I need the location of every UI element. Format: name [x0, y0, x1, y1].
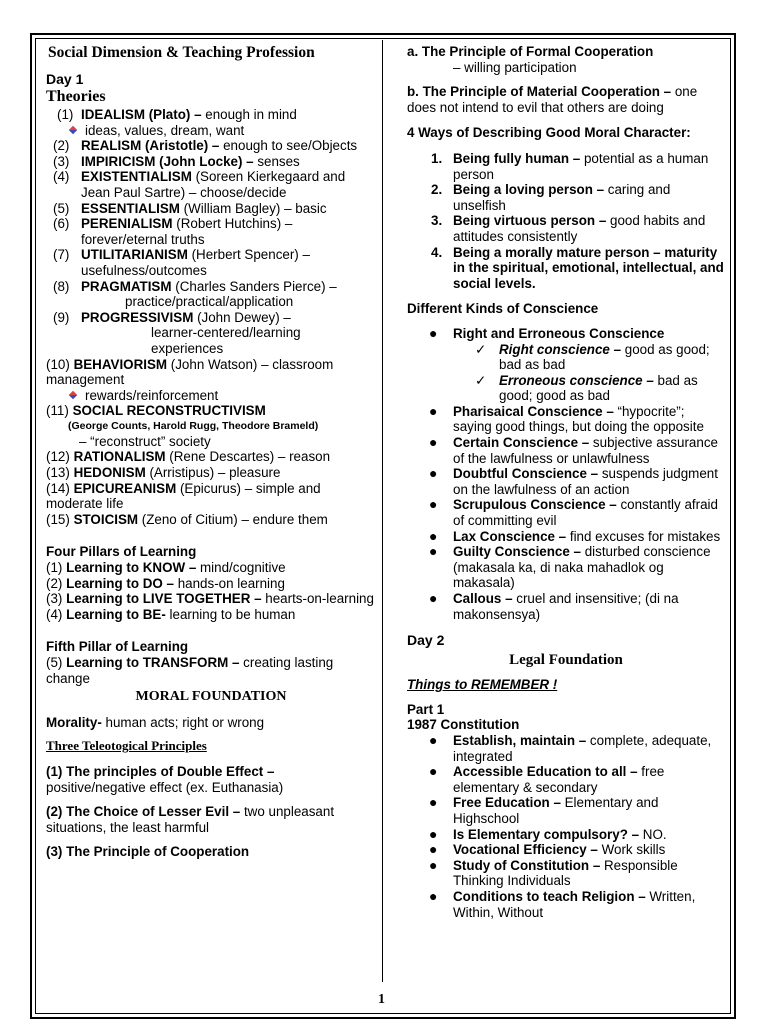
moral-character-number: 2. [431, 182, 443, 198]
moral-foundation-heading: MORAL FOUNDATION [135, 689, 287, 705]
theory-number: (7) [53, 247, 70, 263]
bullet-icon: ● [429, 763, 438, 780]
conscience-name: Scrupulous Conscience – [453, 497, 617, 513]
moral-character-name: Being a morally mature person – maturity in the spiritual, emotional, intellectual, and social levels. [453, 244, 724, 291]
pillar-number: (3) [46, 591, 63, 607]
pillar-name: Learning to LIVE TOGETHER – [66, 591, 262, 607]
theory-item [46, 216, 376, 247]
conscience-name: Pharisaical Conscience – [453, 403, 614, 419]
theory-number: (2) [53, 138, 70, 154]
bullet-icon: ● [429, 841, 438, 858]
theory-item [46, 357, 376, 388]
pillar-item [46, 560, 376, 576]
remember-heading: Things to REMEMBER ! [407, 677, 558, 693]
conscience-name: Certain Conscience – [453, 435, 590, 451]
moral-character-number: 1. [431, 150, 443, 166]
legal-item [407, 889, 725, 920]
theory-number: (15) [46, 511, 70, 527]
four-ways-heading: 4 Ways of Describing Good Moral Character: [407, 125, 691, 141]
theory-desc: (John Watson) – classroom management [46, 356, 334, 388]
conscience-name: Lax Conscience – [453, 528, 567, 544]
formal-cooperation-desc: – willing participation [453, 59, 577, 75]
pillar-desc: mind/cognitive [196, 560, 286, 576]
theory-item [46, 512, 376, 528]
legal-item-desc: free elementary & secondary [453, 764, 665, 795]
theory-item [46, 279, 376, 310]
legal-item [407, 795, 725, 826]
legal-item-name: Study of Constitution – [453, 857, 601, 873]
bullet-icon: ● [429, 434, 438, 451]
moral-character-desc: potential as a human person [453, 150, 709, 182]
moral-character-desc: good habits and attitudes consistently [453, 213, 706, 244]
checkmark-icon: ✓ [475, 372, 487, 388]
conscience-item [407, 497, 725, 528]
conscience-subitem-desc: bad as good; good as bad [499, 372, 698, 404]
theory-desc-line2: learner-centered/learning experiences [151, 325, 301, 356]
conscience-subitem [407, 373, 725, 404]
theory-desc: enough in mind [201, 107, 297, 122]
conscience-desc: subjective assurance of the lawfulness or unlawfulness [453, 435, 718, 466]
legal-item-desc: Work skills [597, 842, 666, 858]
principle-item [46, 804, 376, 835]
legal-item-desc: Elementary and Highschool [453, 795, 659, 826]
document-title: Social Dimension & Teaching Profession [48, 44, 315, 61]
theory-name: PERENIALISM [81, 216, 173, 232]
diamond-bullet-icon [68, 392, 77, 401]
conscience-subitem-name: Erroneous conscience – [499, 372, 654, 388]
pillar-item [46, 655, 376, 686]
theory-item [46, 138, 376, 154]
pillar-item [46, 576, 376, 592]
theory-name: PRAGMATISM [81, 278, 172, 294]
theory-item [46, 169, 376, 200]
principle-name: (1) The principles of Double Effect – [46, 763, 275, 779]
pillar-number: (4) [46, 606, 63, 622]
pillar-name: Learning to BE- [66, 606, 166, 622]
theory-number: (10) [46, 356, 70, 372]
pillar-desc: learning to be human [165, 606, 296, 622]
moral-character-item [407, 151, 725, 182]
theory-number: (3) [53, 153, 70, 169]
moral-character-number: 3. [431, 213, 443, 229]
page-number: 1 [378, 992, 385, 1007]
theory-name: RATIONALISM [73, 449, 166, 465]
moral-character-desc: caring and unselfish [453, 182, 671, 213]
bullet-icon: ● [429, 731, 438, 748]
checkmark-icon: ✓ [475, 341, 487, 357]
right-column [407, 44, 725, 920]
theory-item [46, 403, 376, 419]
legal-item-name: Accessible Education to all – [453, 764, 638, 780]
theory-item [46, 310, 376, 357]
column-divider [382, 40, 383, 982]
theory-item [46, 481, 376, 512]
theory-subitem [46, 123, 376, 139]
formal-cooperation: a. The Principle of Formal Cooperation [407, 44, 654, 59]
morality-term: Morality- [46, 714, 102, 730]
legal-item [407, 827, 725, 843]
theory-item [46, 201, 376, 217]
conscience-heading: Different Kinds of Conscience [407, 301, 599, 317]
material-cooperation-desc: one does not intend to evil that others are doing [407, 84, 698, 115]
theory-name: HEDONISM [73, 465, 146, 481]
pillar-desc: creating lasting change [46, 655, 334, 686]
moral-character-name: Being a loving person – [453, 182, 605, 198]
material-cooperation [407, 84, 725, 115]
theory-desc: enough to see/Objects [219, 138, 358, 154]
constitution-heading: 1987 Constitution [407, 717, 520, 733]
legal-item [407, 733, 725, 764]
theory-name: UTILITARIANISM [81, 247, 188, 263]
teleological-heading: Three Teleotogical Principles [46, 738, 207, 754]
conscience-desc: “hypocrite”; saying good things, but doing the opposite [453, 403, 704, 435]
moral-character-name: Being virtuous person – [453, 213, 607, 229]
moral-character-item [407, 182, 725, 213]
principle-item [46, 844, 376, 860]
material-cooperation-name: b. The Principle of Material Cooperation – [407, 84, 672, 100]
conscience-item [407, 529, 725, 545]
bullet-icon: ● [429, 496, 438, 513]
principle-desc: two unpleasant situations, the least harmful [46, 804, 335, 835]
bullet-icon: ● [429, 794, 438, 811]
legal-item-name: Establish, maintain – [453, 732, 587, 748]
conscience-item [407, 435, 725, 466]
legal-item-desc: complete, adequate, integrated [453, 732, 712, 764]
pillar-item [46, 607, 376, 623]
theory-desc: (William Bagley) – basic [179, 200, 327, 216]
theory-desc: (Zeno of Citium) – endure them [138, 511, 328, 527]
theory-number: (4) [53, 169, 70, 185]
theories-heading: Theories [46, 88, 106, 105]
pillar-name: Learning to TRANSFORM – [66, 655, 240, 670]
morality-desc: human acts; right or wrong [101, 714, 265, 730]
pillar-number: (2) [46, 575, 63, 591]
bullet-icon: ● [429, 887, 438, 904]
legal-item-name: Conditions to teach Religion – [453, 888, 646, 904]
conscience-subitem [407, 342, 725, 373]
bullet-icon: ● [429, 590, 438, 606]
pillar-desc: hands-on learning [174, 575, 285, 591]
pillar-name: Learning to DO – [66, 575, 174, 591]
theory-people: (George Counts, Harold Rugg, Theodore Brameld) [68, 419, 319, 432]
morality-definition [46, 715, 376, 731]
theory-number: (14) [46, 480, 70, 496]
theory-number: (5) [53, 200, 70, 216]
legal-item-desc: Responsible Thinking Individuals [453, 857, 678, 889]
pillar-item [46, 591, 376, 607]
principle-desc: positive/negative effect (ex. Euthanasia) [46, 779, 284, 795]
theory-number: (11) [46, 403, 69, 419]
theory-subitem-text: rewards/reinforcement [85, 387, 219, 403]
legal-item [407, 858, 725, 889]
diamond-bullet-icon [68, 127, 77, 136]
theory-subitem [46, 388, 376, 404]
theory-item [46, 449, 376, 465]
bullet-icon: ● [429, 856, 438, 873]
moral-character-number: 4. [431, 244, 443, 260]
conscience-subitem-name: Right conscience – [499, 341, 622, 357]
theory-name: EPICUREANISM [73, 480, 177, 496]
theory-number: (8) [53, 278, 70, 294]
bullet-icon: ● [429, 543, 438, 560]
moral-character-name: Being fully human – [453, 150, 581, 166]
theory-number: (6) [53, 216, 70, 232]
conscience-name: Callous – [453, 591, 513, 606]
legal-item [407, 842, 725, 858]
moral-character-item [407, 213, 725, 244]
legal-item-desc: Written, Within, Without [453, 888, 696, 920]
conscience-subitem-desc: good as good; bad as bad [499, 341, 710, 373]
four-pillars-heading: Four Pillars of Learning [46, 544, 197, 560]
legal-item-desc: NO. [639, 826, 667, 842]
bullet-icon: ● [429, 324, 438, 341]
theory-desc: (Rene Descartes) – reason [165, 449, 331, 465]
conscience-desc: constantly afraid of committing evil [453, 497, 718, 529]
theory-number: (1) [57, 107, 74, 122]
principle-item [46, 764, 376, 795]
legal-item-name: Free Education – [453, 795, 561, 811]
pillar-name: Learning to KNOW – [66, 560, 197, 576]
theory-name: IDEALISM (Plato) – [81, 107, 202, 122]
theory-subitem-text: ideas, values, dream, want [85, 122, 245, 138]
theory-desc: senses [253, 153, 300, 169]
conscience-item [407, 466, 725, 497]
theory-name: STOICISM [73, 511, 139, 527]
legal-item-name: Vocational Efficiency – [453, 842, 598, 858]
conscience-desc: suspends judgment on the lawfulness of an action [453, 466, 718, 497]
day1-heading: Day 1 [46, 71, 84, 87]
conscience-item [407, 591, 725, 622]
principle-name: (2) The Choice of Lesser Evil – [46, 804, 241, 820]
theory-item [46, 107, 376, 123]
theory-item [46, 154, 376, 170]
conscience-desc: find excuses for mistakes [566, 528, 721, 544]
theory-name: EXISTENTIALISM [81, 169, 192, 185]
conscience-desc: cruel and insensitive; (di na makonsensya) [453, 591, 679, 622]
theory-name: BEHAVIORISM [73, 356, 168, 372]
theory-desc-line2: practice/practical/application [125, 294, 294, 310]
theory-item [46, 247, 376, 278]
principle-name: (3) The Principle of Cooperation [46, 844, 250, 860]
conscience-item [407, 404, 725, 435]
theory-name: SOCIAL RECONSTRUCTIVISM [72, 403, 266, 419]
theory-desc: (Robert Hutchins) – forever/eternal truths [81, 216, 293, 247]
conscience-name: Guilty Conscience – [453, 544, 581, 560]
day2-heading: Day 2 [407, 632, 445, 649]
legal-item [407, 764, 725, 795]
theory-number: (12) [46, 449, 70, 465]
conscience-item [407, 544, 725, 591]
theory-name: PROGRESSIVISM [81, 309, 194, 325]
theory-desc: (Epicurus) – simple and moderate life [46, 480, 321, 512]
fifth-pillar-heading: Fifth Pillar of Learning [46, 639, 189, 655]
theory-desc: (Soreen Kierkegaard and Jean Paul Sartre) – choose/decide [81, 169, 346, 200]
theory-number: (9) [53, 309, 70, 325]
bullet-icon: ● [429, 402, 438, 419]
legal-item-name: Is Elementary compulsory? – [453, 826, 640, 842]
conscience-name: Right and Erroneous Conscience [453, 325, 665, 341]
conscience-name: Doubtful Conscience – [453, 466, 599, 482]
theory-name: ESSENTIALISM [81, 200, 180, 216]
theory-item [46, 465, 376, 481]
theory-name: REALISM (Aristotle) – [81, 138, 220, 154]
conscience-item [407, 326, 725, 342]
theory-desc: (Arristipus) – pleasure [145, 465, 281, 481]
theory-number: (13) [46, 465, 70, 481]
conscience-desc: disturbed conscience (makasala ka, di naka mahadlok og makasala) [453, 544, 711, 591]
theory-desc: – “reconstruct” society [79, 433, 211, 449]
theory-desc: (Charles Sanders Pierce) – [171, 278, 337, 294]
pillar-number: (1) [46, 560, 63, 576]
pillar-number: (5) [46, 655, 63, 670]
bullet-icon: ● [429, 825, 438, 842]
left-column [46, 44, 376, 860]
pillar-desc: hearts-on-learning [261, 591, 374, 607]
theory-desc: (Herbert Spencer) – usefulness/outcomes [81, 247, 310, 278]
bullet-icon: ● [429, 527, 438, 544]
moral-character-item [407, 245, 725, 292]
legal-foundation-heading: Legal Foundation [509, 652, 623, 669]
bullet-icon: ● [429, 465, 438, 482]
theory-name: IMPIRICISM (John Locke) – [81, 153, 254, 169]
theory-desc: (John Dewey) – [193, 309, 291, 325]
part1-heading: Part 1 [407, 701, 445, 717]
